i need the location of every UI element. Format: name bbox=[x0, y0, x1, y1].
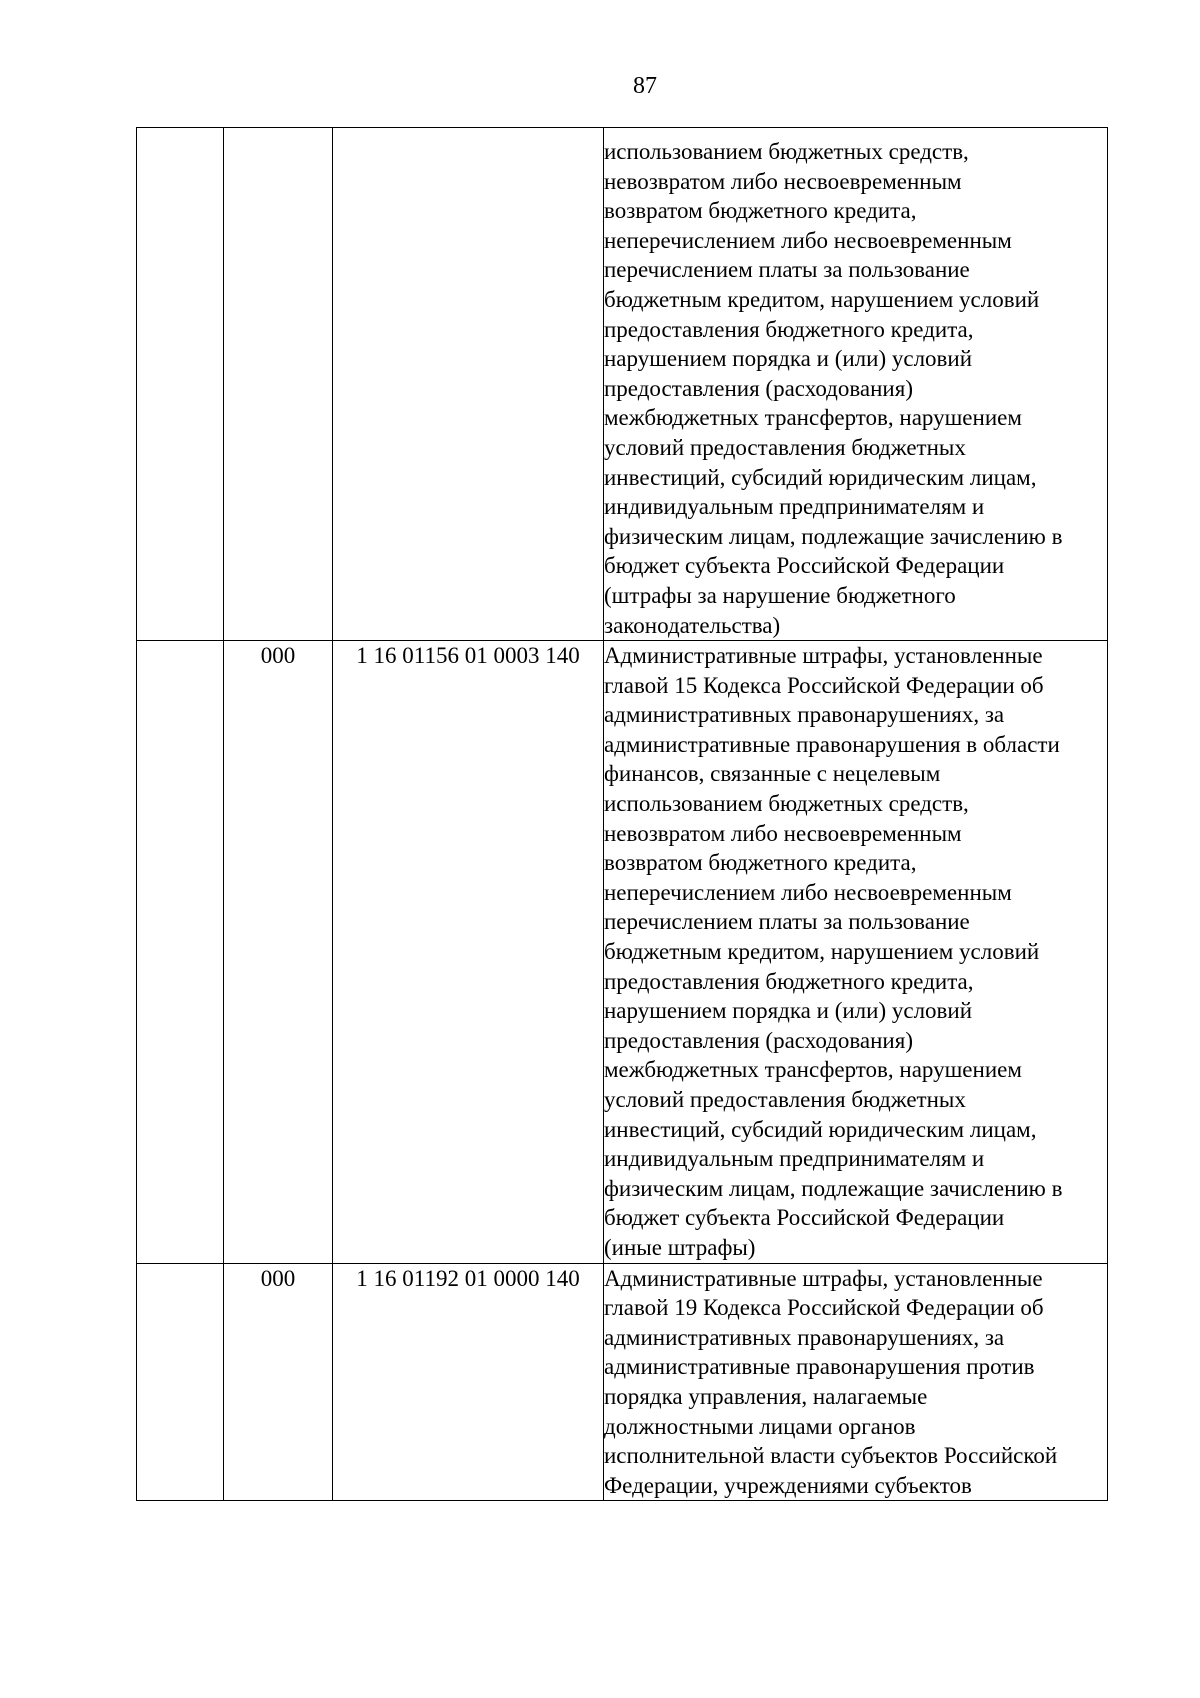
description-line: Административные штрафы, установленные bbox=[604, 1265, 1043, 1291]
table-row bbox=[137, 1263, 1108, 1501]
description-line: невозвратом либо несвоевременным bbox=[604, 820, 962, 846]
description-line: административные правонарушения в области bbox=[604, 731, 1060, 757]
description-cell bbox=[604, 128, 1108, 641]
description-cell bbox=[604, 641, 1108, 1263]
page-number: 87 bbox=[633, 73, 657, 99]
description-line: физическим лицам, подлежащие зачислению в bbox=[604, 1175, 1063, 1201]
budget-code-cell: 1 16 01192 01 0000 140 bbox=[333, 1263, 604, 1501]
revenue-codes-table bbox=[136, 127, 1108, 1501]
table-row bbox=[137, 128, 1108, 641]
description-line: возвратом бюджетного кредита, bbox=[604, 850, 917, 876]
description-line: условий предоставления бюджетных bbox=[604, 434, 966, 460]
description-line: неперечислением либо несвоевременным bbox=[604, 879, 1012, 905]
description-line: административные правонарушения против bbox=[604, 1354, 1035, 1380]
description-line: возвратом бюджетного кредита, bbox=[604, 198, 917, 224]
description-line: межбюджетных трансфертов, нарушением bbox=[604, 405, 1022, 431]
admin-code-cell: 000 bbox=[224, 641, 333, 1263]
description-line: индивидуальным предпринимателям и bbox=[604, 494, 985, 520]
description-line: предоставления (расходования) bbox=[604, 1027, 913, 1053]
description-line: перечислением платы за пользование bbox=[604, 909, 970, 935]
description-line: инвестиций, субсидий юридическим лицам, bbox=[604, 464, 1037, 490]
admin-code-cell bbox=[224, 128, 333, 641]
description-line: индивидуальным предпринимателям и bbox=[604, 1146, 985, 1172]
description-line: главой 19 Кодекса Российской Федерации об bbox=[604, 1295, 1044, 1321]
description-line: главой 15 Кодекса Российской Федерации об bbox=[604, 672, 1044, 698]
description-line: финансов, связанные с нецелевым bbox=[604, 761, 941, 787]
budget-code-cell: 1 16 01156 01 0003 140 bbox=[333, 641, 604, 1263]
table-row bbox=[137, 641, 1108, 1263]
description-line: законодательства) bbox=[604, 612, 781, 638]
description-line: административных правонарушениях, за bbox=[604, 1324, 1005, 1350]
description-line: бюджет субъекта Российской Федерации bbox=[604, 553, 1005, 579]
description-line: (иные штрафы) bbox=[604, 1234, 756, 1260]
description-line: перечислением платы за пользование bbox=[604, 257, 970, 283]
row-index-cell bbox=[137, 128, 224, 641]
description-line: физическим лицам, подлежащие зачислению в bbox=[604, 523, 1063, 549]
description-line: Административные штрафы, установленные bbox=[604, 643, 1043, 669]
description-line: предоставления бюджетного кредита, bbox=[604, 316, 974, 342]
description-line: использованием бюджетных средств, bbox=[604, 139, 969, 164]
description-line: нарушением порядка и (или) условий bbox=[604, 998, 973, 1024]
description-line: предоставления бюджетного кредита, bbox=[604, 968, 974, 994]
description-line: инвестиций, субсидий юридическим лицам, bbox=[604, 1116, 1037, 1142]
description-line: невозвратом либо несвоевременным bbox=[604, 168, 962, 194]
description-line: административных правонарушениях, за bbox=[604, 702, 1005, 728]
description-line: должностными лицами органов bbox=[604, 1413, 916, 1439]
description-line: неперечислением либо несвоевременным bbox=[604, 227, 1012, 253]
description-line: бюджетным кредитом, нарушением условий bbox=[604, 286, 1040, 312]
description-line: предоставления (расходования) bbox=[604, 375, 913, 401]
admin-code-cell: 000 bbox=[224, 1263, 333, 1501]
description-line: использованием бюджетных средств, bbox=[604, 791, 969, 817]
table-body bbox=[137, 128, 1108, 1501]
description-cell bbox=[604, 1263, 1108, 1501]
budget-code-cell bbox=[333, 128, 604, 641]
description-line: Федерации, учреждениями субъектов bbox=[604, 1472, 972, 1498]
description-line: нарушением порядка и (или) условий bbox=[604, 346, 973, 372]
description-line: исполнительной власти субъектов Российской bbox=[604, 1443, 1058, 1469]
description-line: порядка управления, налагаемые bbox=[604, 1383, 928, 1409]
row-index-cell bbox=[137, 641, 224, 1263]
description-line: межбюджетных трансфертов, нарушением bbox=[604, 1057, 1022, 1083]
description-line: бюджетным кредитом, нарушением условий bbox=[604, 939, 1040, 965]
description-line: бюджет субъекта Российской Федерации bbox=[604, 1205, 1005, 1231]
description-line: (штрафы за нарушение бюджетного bbox=[604, 582, 956, 608]
description-line: условий предоставления бюджетных bbox=[604, 1087, 966, 1112]
row-index-cell bbox=[137, 1263, 224, 1501]
